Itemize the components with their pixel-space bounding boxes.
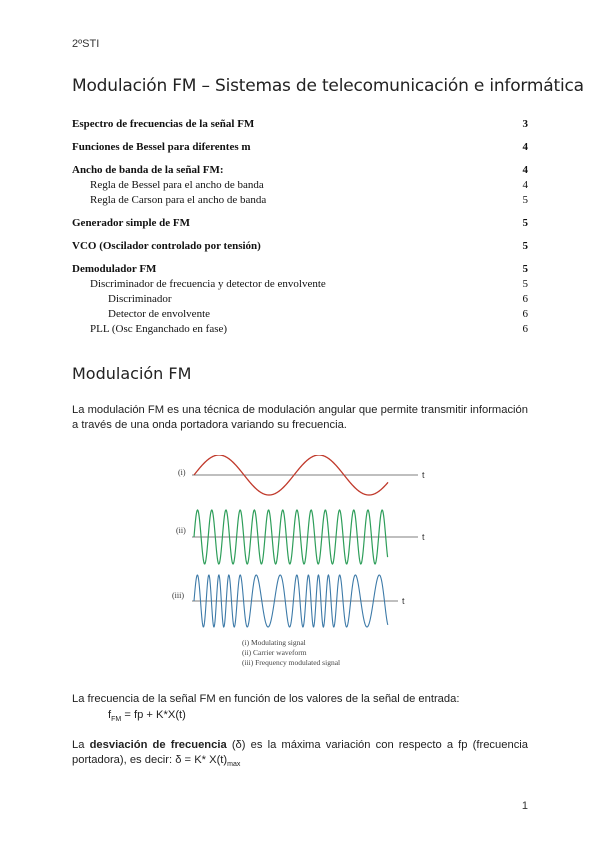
formula-lhs: f xyxy=(108,709,112,721)
page-number: 1 xyxy=(521,800,528,812)
toc-entry-page: 6 xyxy=(522,308,528,320)
toc-entry-label: Ancho de banda de la señal FM: xyxy=(72,164,224,176)
toc-entry-page: 6 xyxy=(522,323,528,335)
toc-entry-page: 6 xyxy=(522,293,528,305)
toc-entry-label: Espectro de frecuencias de la señal FM xyxy=(72,118,255,130)
toc-entry[interactable] xyxy=(72,263,528,275)
frequency-paragraph: La frecuencia de la señal FM en función de los valores de la señal de entrada: xyxy=(72,693,460,705)
row-label-modulating: (i) xyxy=(178,468,186,477)
deviation-text-before: La xyxy=(72,739,90,751)
toc-entry-page: 5 xyxy=(522,194,528,206)
toc-entry-label: Demodulador FM xyxy=(72,263,157,275)
legend-item-3: (iii) Frequency modulated signal xyxy=(242,658,341,667)
deviation-text-after: (δ) es la máxima variación con respecto a fp (frecuencia portadora), es decir: δ = K* X(t) xyxy=(72,739,528,766)
legend-item-1: (i) Modulating signal xyxy=(242,638,306,647)
toc-entry-page: 5 xyxy=(522,263,528,275)
toc-entry[interactable] xyxy=(72,164,528,176)
intro-paragraph: La modulación FM es una técnica de modulación angular que permite transmitir información a través de una onda portadora variando su frecuencia. xyxy=(72,404,528,431)
toc-entry-page: 4 xyxy=(522,179,528,191)
toc-entry[interactable] xyxy=(72,323,528,335)
toc-entry-label: Funciones de Bessel para diferentes m xyxy=(72,141,251,153)
toc-entry-page: 5 xyxy=(522,217,528,229)
toc-entry-label: Regla de Bessel para el ancho de banda xyxy=(90,179,264,191)
axis-label-t-2: t xyxy=(422,532,425,542)
toc-entry[interactable] xyxy=(72,240,528,252)
formula-lhs-sub: FM xyxy=(111,716,122,724)
deviation-sub: max xyxy=(227,761,241,769)
toc-entry-page: 5 xyxy=(522,240,528,252)
row-label-fm: (iii) xyxy=(172,591,184,600)
section-title: Modulación FM xyxy=(72,364,192,383)
row-label-carrier: (ii) xyxy=(176,526,186,535)
toc-entry[interactable] xyxy=(72,308,528,320)
document-header: 2ºSTI xyxy=(72,38,100,50)
deviation-term: desviación de frecuencia xyxy=(89,739,227,751)
toc-entry-label: Regla de Carson para el ancho de banda xyxy=(90,194,267,206)
axis-label-t-3: t xyxy=(402,596,405,606)
toc-entry[interactable] xyxy=(72,194,528,206)
toc-entry[interactable] xyxy=(72,278,528,290)
toc-entry-page: 3 xyxy=(522,118,528,130)
toc-entry-label: PLL (Osc Enganchado en fase) xyxy=(90,323,228,335)
toc-entry-page: 5 xyxy=(522,278,528,290)
toc-entry[interactable] xyxy=(72,293,528,305)
legend-item-2: (ii) Carrier waveform xyxy=(242,648,307,657)
toc-entry-label: Discriminador de frecuencia y detector de envolvente xyxy=(90,278,326,290)
toc-entry-label: Generador simple de FM xyxy=(72,217,191,229)
fm-waveform-figure xyxy=(160,455,445,675)
toc-entry-page: 4 xyxy=(522,164,528,176)
toc-entry[interactable] xyxy=(72,118,528,130)
toc-entry-page: 4 xyxy=(522,141,528,153)
axis-label-t-1: t xyxy=(422,470,425,480)
toc-entry[interactable] xyxy=(72,141,528,153)
toc-entry-label: Detector de envolvente xyxy=(108,308,211,320)
fm-formula xyxy=(108,708,408,727)
document-title: Modulación FM – Sistemas de telecomunicación e informática xyxy=(72,76,584,96)
toc-entry-label: VCO (Oscilador controlado por tensión) xyxy=(72,240,261,252)
formula-rhs: = fp + K*X(t) xyxy=(121,709,186,721)
toc-entry[interactable] xyxy=(72,179,528,191)
toc-entry-label: Discriminador xyxy=(108,293,172,305)
toc-entry[interactable] xyxy=(72,217,528,229)
deviation-paragraph xyxy=(72,738,528,772)
